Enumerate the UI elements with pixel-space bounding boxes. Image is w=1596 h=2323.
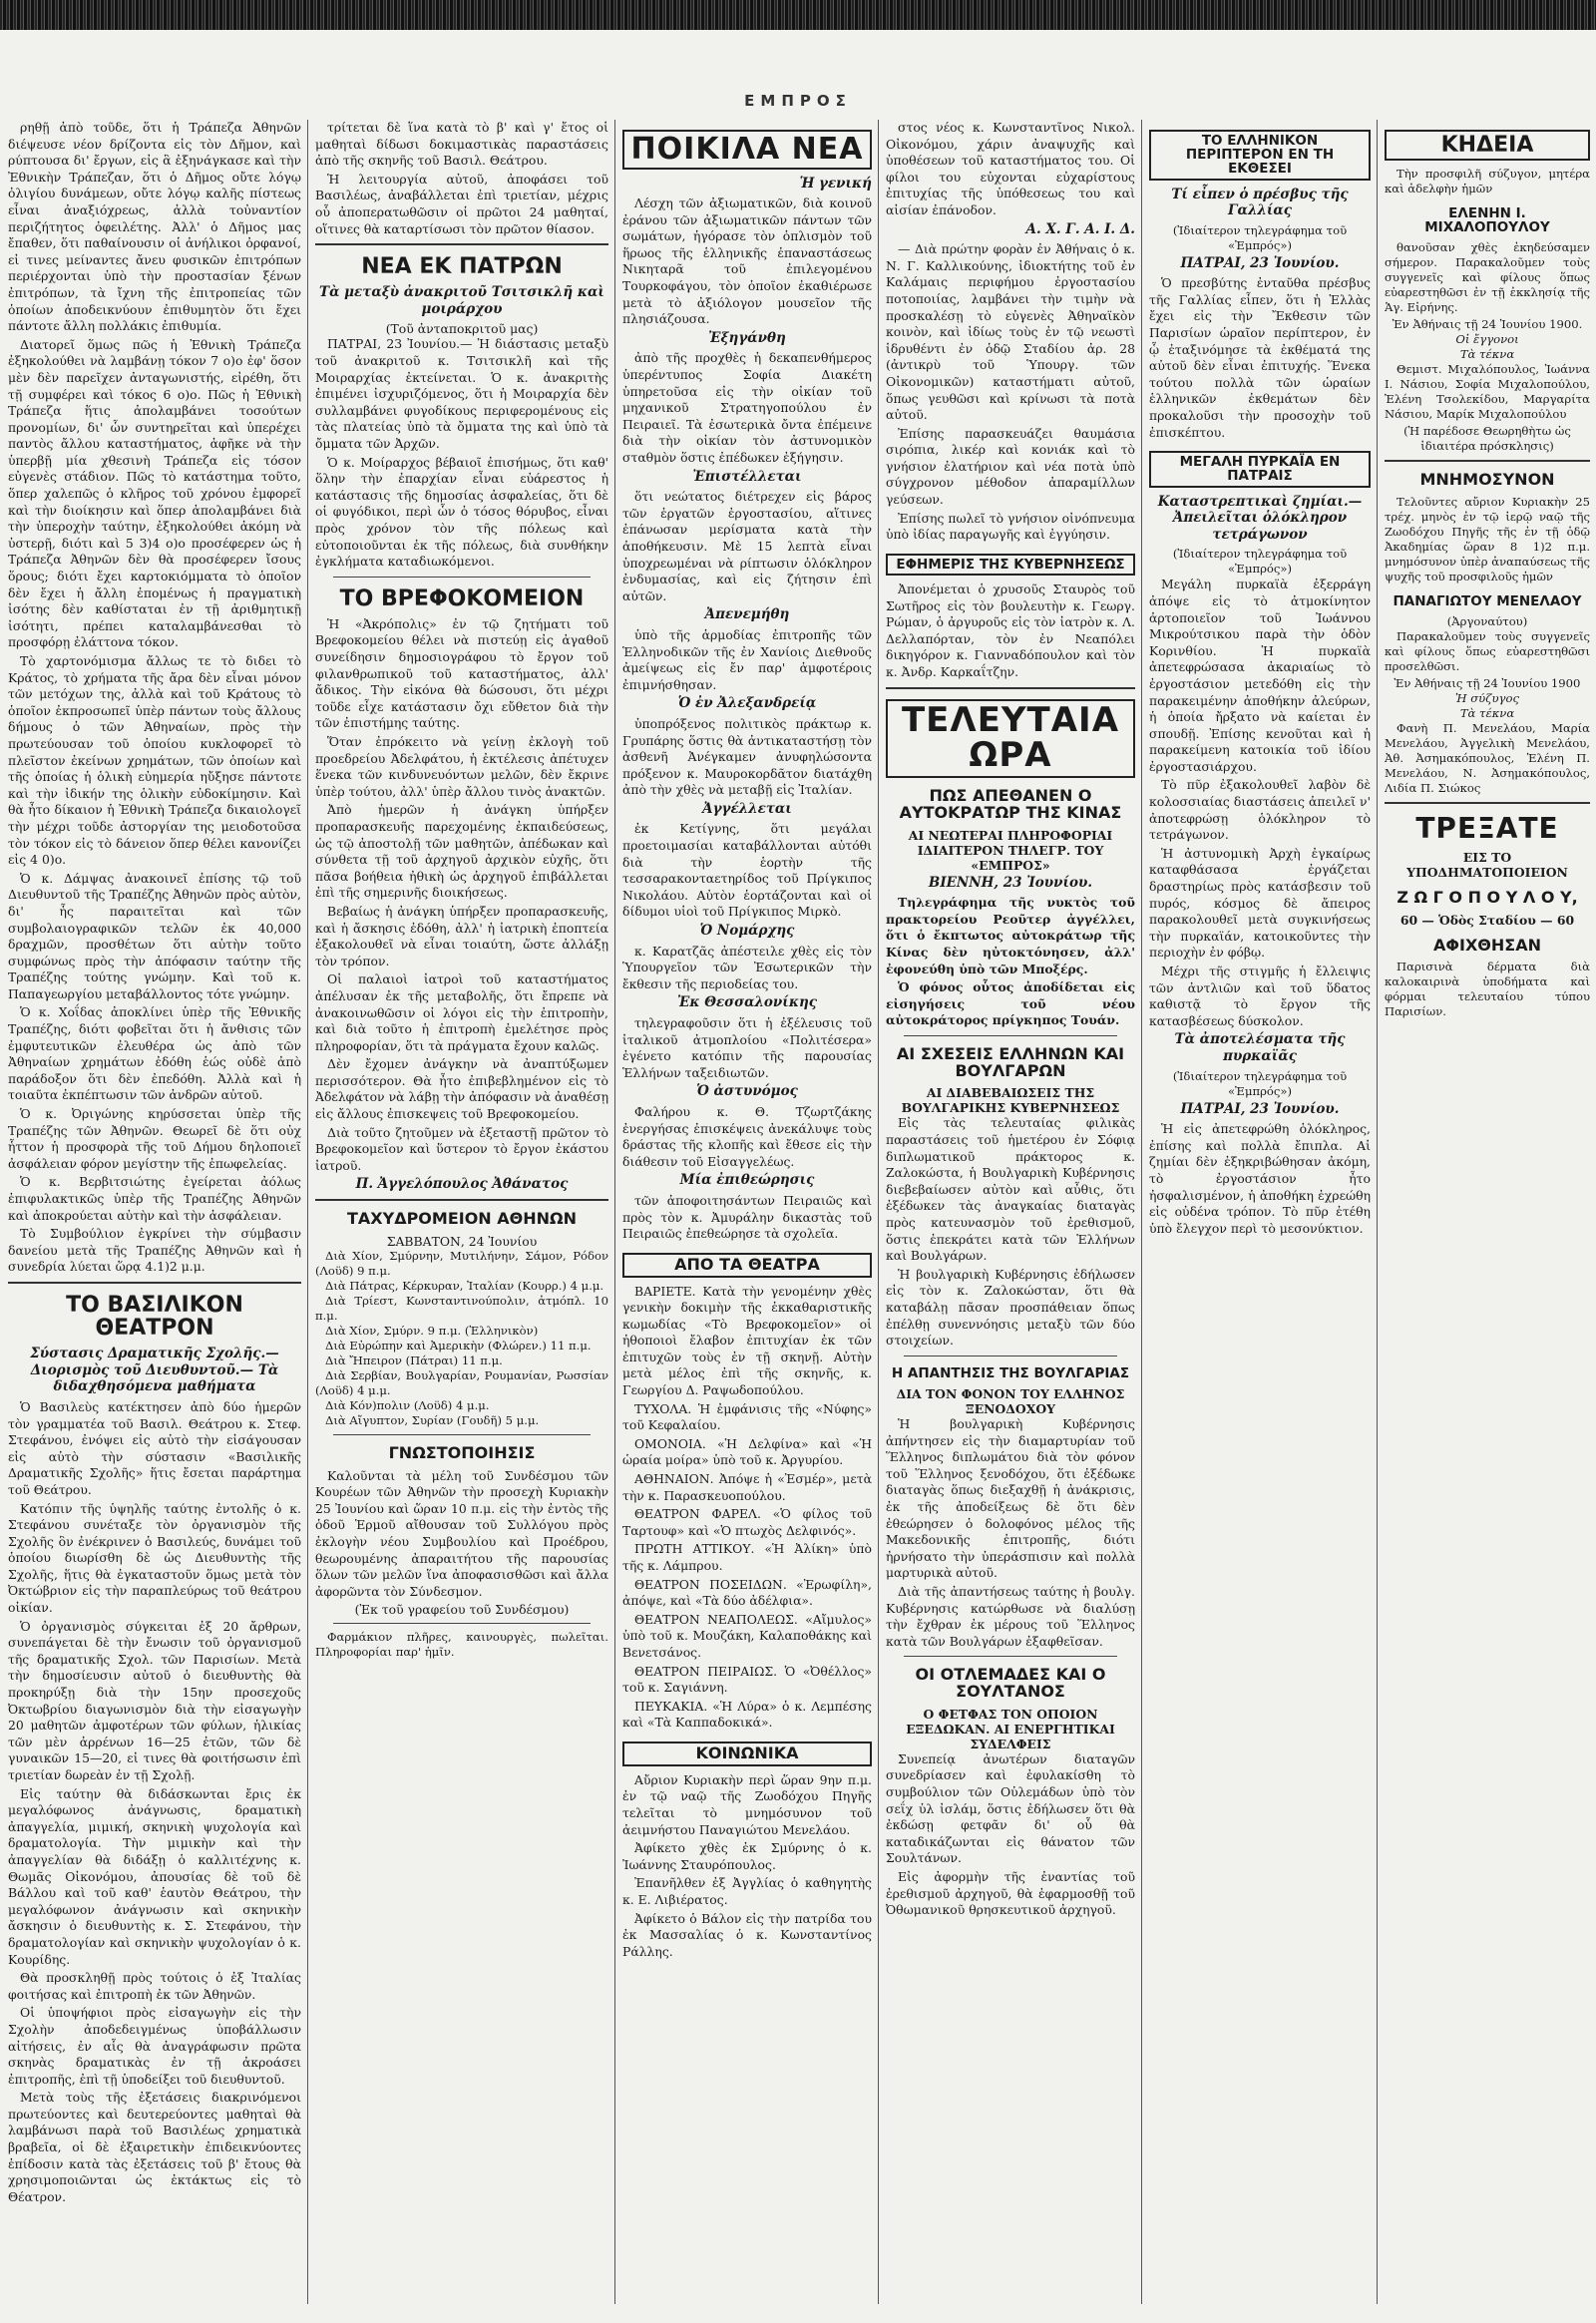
- section-headline: ΤΟ ΒΑΣΙΛΙΚΟΝ ΘΕΑΤΡΟΝ: [66, 1292, 243, 1342]
- article-paragraph: τῶν ἀποφοιτησάντων Πειραιῶς καὶ πρὸς τὸν κ. Ἀμυράλην δικαστὰς τοῦ Πειραιῶς ἐπεθεώρησε τὰ σχολεῖα.: [622, 1192, 872, 1242]
- section-subheadline: Σύστασις Δραματικῆς Σχολῆς.— Διορισμὸς τοῦ Διευθυντοῦ.— Τὰ διδαχθησόμενα μαθήματα: [30, 1346, 279, 1395]
- section-divider: [333, 1623, 591, 1624]
- article-signature: Α. Χ. Γ. Α. Ι. Δ.: [1025, 220, 1135, 237]
- article-paragraph: ΘΕΑΤΡΟΝ ΠΕΙΡΑΙΩΣ. Ὁ «Ὀθέλλος» τοῦ κ. Σαγιάννη.: [622, 1663, 872, 1696]
- notice-note: (Ἡ παρέδοσε Θεωρηθὴτω ὡς ἰδιαιτέρα πρόσκλησις): [1403, 424, 1571, 454]
- news-lead: Ἐπιστέλλεται: [692, 468, 802, 485]
- notice-relation: Οἱ ἔγγονοι: [1455, 332, 1519, 347]
- section-subheadline: Τὰ μεταξὺ ἀνακριτοῦ Τσιτσικλῆ καὶ μοιράρχου: [319, 284, 604, 317]
- article-paragraph: Ἀπονέμεται ὁ χρυσοῦς Σταυρὸς τοῦ Σωτῆρος εἰς τὸν βουλευτὴν κ. Γεωργ. Ρώμαν, ὁ ἀργυροῦς εἰς τὸν ἰατρὸν κ. Λ. Δελλαπόρταν, τὸν ἐν Νεαπόλει δικηγόρον κ. Γιανναδόπουλον καὶ τὸν κ. Ἀνδρ. Καρκαΐτζην.: [886, 581, 1135, 679]
- article-paragraph: Ὁ ὀργανισμὸς σύγκειται ἐξ 20 ἄρθρων, συνεπάγεται δὲ τὴν ἔνωσιν τοῦ ὀργανισμοῦ τῆς δραματικῆς Σχολ. τῶν Παρισίων. Μετὰ τὴν δημοσίευσιν αὐτοῦ ὁ διευθυντὴς θὰ προκηρύξῃ διὰ τὴν 15ην προσεχοῦς Ὀκτωβρίου διαγωνισμὸν διὰ τὴν εἰσαγωγὴν 20 μαθητῶν ἀμφοτέρων τῶν φύλων, ἡλικίας τῶν μὲν ἀρρένων 16—25 ἐτῶν, τῶν δὲ γυναικῶν 15—20, εἰ τινες θὰ φοιτήσωσιν ἐπὶ τριετίαν δωρεὰν ἐν τῇ Σχολῇ.: [8, 1618, 301, 1782]
- notice-relation: Τὰ τέκνα: [1459, 347, 1515, 362]
- section-headline: ΑΙ ΣΧΕΣΕΙΣ ΕΛΛΗΝΩΝ ΚΑΙ ΒΟΥΛΓΑΡΩΝ: [896, 1043, 1125, 1080]
- news-lead: Ὁ ἀστυνόμος: [696, 1083, 798, 1100]
- article-paragraph: Ὁ κ. Χοΐδας ἀποκλίνει ὑπὲρ τῆς Ἐθνικῆς Τραπέζης, διότι φοβεῖται ὅτι ἡ ἄνθισις τῶν ἐμφυτευτικῶν ἐλευθέρα ὡς ἀπὸ τῶν Ἀθηναίων χρημάτων ἐδόθη ἑώς οὐδὲ ἀπὸ παράδοξον ὅτι δὲν ἐπεδόθη. Ἀλλὰ καὶ ἡ τοιαῦτα ἐκπέπτωσιν τῶν ἀνδρῶν αὐτοῦ.: [8, 1004, 301, 1103]
- article-paragraph: κ. Καρατζᾶς ἀπέστειλε χθὲς εἰς τὸν Ὑπουργεῖον τῶν Ἐσωτερικῶν τὴν ἔκθεσιν τῆς περιοδείας του.: [622, 943, 872, 991]
- classified-ad: Φαρμάκιον πλῆρες, καινουργὲς, πωλεῖται. Πληροφορίαι παρ' ἡμῖν.: [315, 1630, 608, 1660]
- news-lead: Ἀπενεμήθη: [704, 606, 790, 623]
- post-schedule-line: Διὰ Ἤπειρον (Πάτραι) 11 π.μ.: [325, 1353, 503, 1367]
- notice-mourners: Θεμιστ. Μιχαλόπουλος, Ἰωάννα Ι. Νάσιου, Σοφία Μιχαλοπούλου, Ἐλένη Τσολεκίδου, Μαργαρίτα Νάσιου, Μαρίκ Μιχαλοπούλου: [1385, 362, 1590, 422]
- article-paragraph: Ἡ ἀστυνομικὴ Ἀρχὴ ἐγκαίρως καταφθάσασα ἐργάζεται δραστηρίως πρὸς κατάσβεσιν τοῦ πυρός, κόσμος δὲ ἄπειρος παρακολουθεῖ μετὰ συγκινήσεως τὴν πυρκαϊάν, κατοικοῦντες τὴν περιοχὴν ἐν φόβῳ.: [1149, 845, 1371, 961]
- section-divider: [904, 1656, 1117, 1657]
- article-paragraph: Εἰς ἀφορμὴν τῆς ἐναντίας τοῦ ἐρεθισμοῦ ἀρχηγοῦ, θὰ ἐφαρμοσθῇ τοῦ Ὀθωμανικοῦ θρησκευτικοῦ ἀρχηγοῦ.: [886, 1869, 1135, 1918]
- news-lead: Μία ἐπιθεώρησις: [679, 1172, 815, 1189]
- article-paragraph: Τὸ χαρτονόμισμα ἄλλως τε τὸ διδει τὸ Κράτος, τὸ χρήματα τῆς ἄρα δὲν εἶναι μόνον τῶν μετόχων της, ἀλλὰ καὶ τοῦ Κράτους τὸ ὁποῖον ἐκπροσωπεῖ ὑπὲρ πάντων τοὺς ἄλλους δήμους ὁ τῶν Ἀθηναίων, πρὸς τὴν πρωτεύουσαν τοῦ ὁποίου κυκλοφορεῖ τὸ πλεῖστον ἐκείνων χρημάτων, τῶν ὁποίων καὶ τῆς ὁποίας ἡ ὁλικὴ εὐημερία ηὔξησε πάντοτε καὶ τὴν ἰδικήν της ὁλικὴν εὐδοκίμησιν. Καὶ θὰ ἦτο δίκαιον ἡ Ἐθνικὴ Τράπεζα δικαιολογεῖ τὴν μέχρι τοῦδε ἀστοργίαν της μειοδοτοῦσα τὸν τόκον εἰς τὸ δάνειον ὅπερ θέλει κανονίζει εἰς 4 0)ο.: [8, 653, 301, 868]
- article-paragraph: Εἰς τὰς τελευταίας φιλικὰς παραστάσεις τοῦ ἡμετέρου ἐν Σόφιᾳ διπλωματικοῦ πράκτορος κ. Ζαλοκώστα, ἡ Βουλγαρικὴ Κυβέρνησις διεβεβαίωσεν αὐτὸν καὶ αὖθις, ὅτι ἐξέδωκεν τὰς ἀναγκαίας διαταγὰς πρὸς κατευνασμὸν τοῦ ἐρεθισμοῦ, ὅστις ἐπεκράτει κατὰ τῶν Ἑλλήνων καὶ Βουλγάρων.: [886, 1115, 1135, 1264]
- column-2: [315, 120, 608, 2304]
- notice-paragraph: Παρακαλοῦμεν τοὺς συγγενεῖς καὶ φίλους ὅπως εὐαρεστηθῶσι προσελθῶσι.: [1385, 629, 1590, 674]
- article-paragraph: Θὰ προσκληθῇ πρὸς τούτοις ὁ ἐξ Ἰταλίας φοιτήσας καὶ ἐπιτροπὴ ἐκ τῶν Ἀθηνῶν.: [8, 1970, 301, 2002]
- article-paragraph: Εἰς ταύτην θὰ διδάσκωνται ἔρις ἐκ μεγαλόφωνος ἀνάγνωσις, δραματικὴ ἀπαγγελία, μιμική, σκηνικὴ ψυχολογία καὶ δραματολογία. Τὴν μιμικὴν καὶ τὴν ἀπαγγελίαν θὰ διδάξῃ ὁ καλλιτέχνης κ. Θωμᾶς Οἰκονόμου, ἀπουσίας δὲ τοῦ δὲ Βάλλου καὶ τοῦ καθ' ἑαυτὸν Θεάτρου, τὴν μεγαλόφωνον ἀνάγνωσιν καὶ σκηνικὴν ἄσκησιν ὁ διευθυντὴς κ. Σ. Στεφάνου, τὴν δραματολογίαν καὶ σκηνικὴν ψυχολογίαν ὁ κ. Κουρίδης.: [8, 1785, 301, 1967]
- section-divider: [886, 687, 1135, 689]
- article-paragraph: Ὁ κ. Μοίραρχος βέβαιοῖ ἐπισήμως, ὅτι καθ' ὅλην τὴν ἐπαρχίαν εἶναι εὐάρεστος ἡ κατάστασις τῆς δημοσίας ἀσφαλείας, ὅτι δὲ οἱ φυγόδικοι, περὶ ὧν ὁ τόσος θόρυβος, εἶναι πρὸς χρόνον τὸν τῆς πόλεως καὶ εὐτοποιοῦνται ἐκ τῆς πόλεως, διὰ συνθήκην ἐγκλήματα καταδιωκόμενοι.: [315, 454, 608, 570]
- post-schedule-line: Διὰ Χίον, Σμύρν. 9 π.μ. (Ἑλληνικὸν): [325, 1323, 539, 1338]
- article-paragraph: Ἡ βουλγαρικὴ Κυβέρνησις ἐδήλωσεν εἰς τὸν κ. Ζαλοκώσταν, ὅτι θὰ καταβάλῃ πᾶσαν προσπάθειαν ὅπως ἐπέλθῃ συνεννόησις μεταξὺ τῶν δύο στοιχείων.: [886, 1266, 1135, 1349]
- section-headline: ΤΟ ΒΡΕΦΟΚΟΜΕΙΟΝ: [339, 585, 585, 611]
- section-subheadline: Τὰ ἀποτελέσματα τῆς πυρκαϊᾶς: [1174, 1031, 1346, 1064]
- article-paragraph: ρηθῇ ἀπὸ τοῦδε, ὅτι ἡ Τράπεζα Ἀθηνῶν διέψευσε νέον δρίζοντα εἰς τὸν Δῆμον, καὶ ρύπτουσα δι' ἔργων, εἰς ἃ ἐξηνάγκασε καὶ τὴν Ἐθνικὴν Τράπεζαν, ὅτι ὁ Δῆμος οὔτε λόγῳ ὀλιγίου δυνάμεων, οὔτε λόγῳ καλῆς πίστεως εἶναι ἀναξιόχρεως, ἀλλὰ τοὐναντίον περιζήτητος ὀφειλέτης. Ἀλλ' ὁ Δῆμος μας ἔπαθεν, ὅτι παθαίνουσιν οἱ ἀνήλικοι ὀρφανοί, εἰ τινες μείναντες ἄνευ φυσικῶν ἐπιτρόπων περιέρχονται ὑπὸ τὴν προστασίαν ξένων ἐπιτρόπων, τὰ ἴχνη τῆς ἐπιτροπείας τῶν ὁποίων ἀποδεικνύουν ἐπιθυμητὸν ὅτι ἔχει πάντοτε ἄλλη πολλάκις ἐπιθυμία.: [8, 120, 301, 334]
- article-paragraph: Μετὰ τοὺς τῆς ἐξετάσεις διακρινόμενοι πρωτεύοντες καὶ δευτερεύοντες μαθηταὶ θὰ λαμβάνωσι παρὰ τοῦ Βασιλέως χρηματικὰ βραβεῖα, οἱ δὲ ἐξαιρετικὴν ἐπιδεικνύοντες ἐπίδοσιν κατὰ τὰς ἐξετάσεις τοῦ β' ἔτους θὰ χρησιμοποιῶνται ὡς ἐκτάκτως εἰς τὸ Θέατρον.: [8, 2090, 301, 2204]
- dateline: ΒΙΕΝΝΗ, 23 Ἰουνίου.: [928, 874, 1093, 891]
- article-paragraph: Ὁ κ. Ὀριγώνης κηρύσσεται ὑπὲρ τῆς Τραπέζης τῶν Ἀθηνῶν. Θεωρεῖ δὲ ὅτι οὐχ ἧττον ἡ προσφορὰ τῆς τοῦ Δήμου δηλοποιεῖ ἀσφάλειαν φόρον μεγίστην τῆς ἐπωφελείας.: [8, 1106, 301, 1171]
- section-subheadline: Τί εἶπεν ὁ πρέσβυς τῆς Γαλλίας: [1171, 186, 1349, 219]
- column-4: [886, 120, 1135, 2304]
- article-paragraph: Ἀφίκετο χθὲς ἐκ Σμύρνης ὁ κ. Ἰωάννης Σταυρόπουλος.: [622, 1840, 872, 1872]
- section-divider: [1385, 802, 1590, 804]
- notice-mourners: Φανὴ Π. Μενελάου, Μαρία Μενελάου, Ἀγγελικὴ Μενελάου, Ἀθ. Ἀσημακόπουλος, Ἑλένη Π. Μενελάου, Ν. Ἀσημακόπουλος, Λιδία Π. Σιώκος: [1385, 721, 1590, 796]
- article-paragraph: ΠΡΩΤΗ ΑΤΤΙΚΟΥ. «Ἡ Ἀλίκη» ὑπὸ τῆς κ. Λάμπρου.: [622, 1541, 872, 1574]
- article-paragraph: Μεγάλη πυρκαϊὰ ἐξερράγη ἀπόψε εἰς τὸ ἀτμοκίνητον ἀρτοποιεῖον τοῦ Ἰωάννου Μικρούτσικου παρὰ τὴν ὁδὸν Κορινθίου. Ἡ πυρκαϊὰ ἀπετεφρώσασα ἀκαριαίως τὸ ἐργοστάσιον μετεδόθη εἰς τὴν παρακειμένην ἀποθήκην ἀλεύρων, ἡ ὁποία ἤρξατο νὰ καίεται ἐν σπουδῇ. Ἐπίσης κενοῦται καὶ ἡ παρακείμενη κατοικία τοῦ ἰδίου ἐργοστασιάρχου.: [1149, 577, 1371, 774]
- section-subheadline: ΔΙΑ ΤΟΝ ΦΟΝΟΝ ΤΟΥ ΕΛΛΗΝΟΣ ΞΕΝΟΔΟΧΟΥ: [896, 1385, 1125, 1416]
- advert-address: 60 — Ὁδὸς Σταδίου — 60: [1399, 912, 1575, 928]
- article-paragraph: Συνεπείᾳ ἀνωτέρων διαταγῶν συνεδρίασεν καὶ ἐφυλακίσθη τὸ συμβούλιον τῶν Οὐλεμάδων ὑπὸ τὸν σεΐχ ὑλ ἰσλάμ, ὅστις ἐδήλωσεν ὅτι θὰ ἐκδώσῃ φετφᾶν δι' οὗ θὰ καταδικάζωνται εἰς θάνατον τῶν Σουλτάνων.: [886, 1750, 1135, 1866]
- article-paragraph: ὅτι νεώτατος διέτρεχεν εἰς βάρος τῶν ἐργατῶν ἐργοστασίου, αἵτινες ἐπάνωσαν μερίσματα κατὰ τὴν ἀποθήκευσιν. Μὲ 15 λεπτὰ εἶναι ὑποχρεωμέναι νὰ ρίπτωσιν ὁλόκληρον ἐνδυμασίας, καὶ εἰς ζήτησιν ἐπὶ αὐτῶν.: [622, 489, 872, 603]
- post-date: ΣΑΒΒΑΤΟΝ, 24 Ἰουνίου: [386, 1233, 538, 1249]
- advert-shop-name: Ζ Ω Γ Ο Π Ο Υ Λ Ο Υ,: [1396, 887, 1578, 907]
- section-divider: [333, 577, 591, 578]
- post-schedule-line: Διὰ Πάτρας, Κέρκυραν, Ἰταλίαν (Κουρρ.) 4 μ.μ.: [325, 1278, 604, 1293]
- article-paragraph: Βεβαίως ἡ ἀνάγκη ὑπήρξεν προπαρασκευῆς, καὶ ἡ ἄσκησις ἐδόθη, ἀλλ' ἡ ἰατρικὴ ἐποπτεία ἐξακολουθεῖ νὰ εἶναι τοιαύτη, ὥστε ἀλλάξῃ τὸν τρόπον.: [315, 903, 608, 968]
- section-divider: [904, 1035, 1117, 1036]
- article-paragraph: — Διὰ πρώτην φορὰν ἐν Ἀθήναις ὁ κ. Ν. Γ. Καλλικούνης, ἰδιοκτήτης τοῦ ἐν Καλάμαις περιφήμου ἐργοστασίου ποτοποιίας, λαμβάνει τὴν τιμὴν νὰ προσκαλέσῃ τὸ εὐγενὲς Ἀθηναϊκὸν κοινὸν, καὶ ἰδίως τοὺς ἐν τῷ νεωστὶ ἱδρυθέντι ἐν ὁδῷ Σταδίου ἀρ. 28 (ἀντικρὺ τοῦ Ὑπουργ. τῶν Οἰκονομικῶν) καταστήματι αὐτοῦ, ὅπως γευθῶσι καὶ κρίνωσι τὰ ποτὰ αὐτοῦ.: [886, 241, 1135, 423]
- top-scan-band: [0, 0, 1596, 30]
- column-rule: [1377, 120, 1378, 2304]
- news-lead: Ἡ γενική: [799, 175, 872, 192]
- notice-place-date: Ἐν Ἀθήναις τῇ 24 Ἰουνίου 1900.: [1392, 317, 1583, 332]
- article-paragraph: Καλοῦνται τὰ μέλη τοῦ Συνδέσμου τῶν Κουρέων τῶν Ἀθηνῶν τὴν προσεχὴ Κυριακὴν 25 Ἰουνίου καὶ ὥραν 10 π.μ. εἰς τὴν ἐντὸς τῆς ὁδοῦ Ἑρμοῦ αἴθουσαν τοῦ Συλλόγου πρὸς ἐκλογὴν νέου Συμβουλίου καὶ Προέδρου, θεωρουμένης ἀπαραιτήτου τῆς παρουσίας ὅλων τῶν μελῶν ἵνα ἀποφασισθῶσι καὶ ἄλλα ἀφορῶντα τὸν Σύνδεσμον.: [315, 1467, 608, 1599]
- article-paragraph: ΘΕΑΤΡΟΝ ΝΕΑΠΟΛΕΩΣ. «Αἴμυλος» ὑπὸ τοῦ κ. Μουζάκη, Καλαποθάκης καὶ Βενετσάνος.: [622, 1611, 872, 1660]
- article-paragraph: Ἡ βουλγαρικὴ Κυβέρνησις ἀπήντησεν εἰς τὴν διαμαρτυρίαν τοῦ Ἕλληνος διπλωμάτου διὰ τὸν φόνον τοῦ Ἕλληνος ξενοδόχου, ὅτι ἐξέδωκε διαταγὰς ὅπως διεξαχθῇ ἡ ἀνάκρισις, ἐκ τῆς ἀποδείξεως δὲ ὅτι δὲν ἐθεώρησεν ὁ δολοφόνος μέλος τῆς Μακεδονικῆς ἐπιτροπῆς, διότι ἠρνήσατο τὴν ὑπεράσπισιν καὶ πολλὰ μαρτυρικὰ αὐτοῦ.: [886, 1415, 1135, 1581]
- section-subheadline: ΑΙ ΔΙΑΒΕΒΑΙΩΣΕΙΣ ΤΗΣ ΒΟΥΛΓΑΡΙΚΗΣ ΚΥΒΕΡΝΗΣΕΩΣ: [901, 1085, 1120, 1116]
- notice-place-date: Ἐν Ἀθήναις τῇ 24 Ἰουνίου 1900: [1394, 676, 1581, 691]
- masthead-title: ΕΜΠΡΟΣ: [744, 92, 852, 110]
- section-headline: ΠΩΣ ΑΠΕΘΑΝΕΝ Ο ΑΥΤΟΚΡΑΤΩΡ ΤΗΣ ΚΙΝΑΣ: [899, 785, 1122, 822]
- article-paragraph: τρίτεται δὲ ἵνα κατὰ τὸ β' καὶ γ' ἔτος οἱ μαθηταὶ δίδωσι δοκιμαστικὰς παραστάσεις ἀπὸ τῆς σκηνῆς τοῦ Βασιλ. Θεάτρου.: [315, 120, 608, 169]
- post-schedule-line: Διὰ Εὐρώπην καὶ Ἀμερικὴν (Φλώρεν.) 11 π.μ.: [325, 1338, 592, 1353]
- column-6: [1385, 120, 1590, 2304]
- article-paragraph: Φαλήρου κ. Θ. Τζωρτζάκης ἐνεργήσας ἐπισκέψεις ἀνεκάλυψε τοὺς δράστας τῆς κλοπῆς καὶ ἔθεσε εἰς τὴν διάθεσιν τοῦ Εἰσαγγελέως.: [622, 1103, 872, 1169]
- section-headline: ΜΝΗΜΟΣΥΝΟΝ: [1419, 470, 1555, 490]
- section-headline: ΟΙ ΟΤΛΕΜΑΔΕΣ ΚΑΙ Ο ΣΟΥΛΤΑΝΟΣ: [915, 1665, 1106, 1702]
- article-paragraph: ΒΑΡΙΕΤΕ. Κατὰ τὴν γενομένην χθὲς γενικὴν δοκιμὴν τῆς ἐκκαθαριστικῆς κωμωδίας «Τὸ Βρεφοκομεῖον» οἱ ἠθοποιοὶ ἔλαβον ἐπιτυχίαν ἐκ τῶν ἐπιτυχῶν τοὺς ἐν τῇ σκηνῇ. Αὐτὴν μετὰ μέλος ἐπὶ τῆς σκηνῆς, κ. Γεωργίου Δ. Ραψωδοπούλου.: [622, 1283, 872, 1398]
- section-subheadline: Ο ΦΕΤΦΑΣ ΤΟΝ ΟΠΟΙΟΝ ΕΞΕΔΩΚΑΝ. ΑΙ ΕΝΕΡΓΗΤΙΚΑΙ ΣΥΔΕΛΦΕΙΣ: [906, 1706, 1115, 1751]
- post-schedule-line: Διὰ Τρίεστ, Κωνσταντινούπολιν, ἀτμόπλ. 10 π.μ.: [315, 1293, 608, 1323]
- article-paragraph: Ὁ Βασιλεὺς κατέκτησεν ἀπὸ δύο ἡμερῶν τὸν γραμματέα τοῦ Βασιλ. Θεάτρου κ. Στεφ. Στεφάνου, ἐνόψει εἰς αὐτὸ τὴν εἰσάγουσαν εἰς αὐτὸ τὴν σύστασιν «Βασιλικῆς Δραματικῆς Σχολῆς» ἥτις ἔσεται παράρτημα τοῦ Θεάτρου.: [8, 1398, 301, 1497]
- article-paragraph: Τὸ πῦρ ἐξακολουθεῖ λαβὸν δὲ κολοσσιαίας διαστάσεις ἀπειλεῖ ν' ἀποτεφρώσῃ ὁλόκληρον τὸ τετράγωνον.: [1149, 777, 1371, 843]
- column-rule: [307, 120, 308, 2304]
- column-1: [8, 120, 301, 2304]
- column-rule: [878, 120, 879, 2304]
- section-divider: [315, 243, 608, 245]
- advert-headline: ΤΡΕΞΑΤΕ: [1415, 812, 1559, 846]
- column-3: [622, 120, 872, 2304]
- article-paragraph: ΘΕΑΤΡΟΝ ΦΑΡΕΛ. «Ὁ φίλος τοῦ Ταρτουφ» καὶ «Ὁ πτωχὸς Δελφινός».: [622, 1506, 872, 1538]
- section-subheadline: ΙΔΙΑΙΤΕΡΟΝ ΤΗΛΕΓΡ. ΤΟΥ «ΕΜΠΡΟΣ»: [917, 842, 1104, 873]
- notice-paragraph: θανοῦσαν χθὲς ἐκηδεύσαμεν σήμερον. Παρακαλοῦμεν τοὺς συγγενεῖς καὶ φίλους ὅπως εὐαρεστηθῶσι ἐν τῇ ἐκκλησίᾳ τῆς Ἁγ. Εἰρήνης.: [1385, 240, 1590, 315]
- section-headline: ΝΕΑ ΕΚ ΠΑΤΡΩΝ: [361, 254, 563, 280]
- byline: (Ἰδιαίτερον τηλεγράφημα τοῦ «Ἐμπρός»): [1172, 547, 1348, 577]
- deceased-epithet: (Ἀργοναύτου): [1446, 614, 1528, 629]
- section-headline: ΓΝΩΣΤΟΠΟΙΗΣΙΣ: [388, 1442, 536, 1462]
- article-paragraph: ὑποπρόξενος πολιτικὸς πράκτωρ κ. Γρυπάρης ὅστις θὰ ἀντικαταστήσῃ τὸν ἀσθενῆ Ἀνέγκαμεν ἀνυφηλώσοντα πρόξενον κ. Μαυροκορδᾶτον διατάχθη ἀπὸ τὴν χθὲς νὰ μεταβῇ εἰς Ἰταλίαν.: [622, 715, 872, 798]
- article-paragraph: Ὁ φόνος οὗτος ἀποδίδεται εἰς εἰσηγήσεις τοῦ νέου αὐτοκράτορος πρίγκηπος Τουάν.: [886, 979, 1135, 1028]
- byline: (Ἰδιαίτερον τηλεγράφημα τοῦ «Ἐμπρός»): [1172, 222, 1348, 252]
- news-lead: Ἐκ Θεσσαλονίκης: [677, 994, 817, 1011]
- article-paragraph: ΠΑΤΡΑΙ, 23 Ἰουνίου.— Ἡ διάστασις μεταξὺ τοῦ ἀνακριτοῦ κ. Τσιτσικλῆ καὶ τῆς Μοιραρχίας ἐκτείνεται. Ὁ κ. ἀνακριτὴς ἐπιμένει ἰσχυριζόμενος, ὅτι ἡ Μοιραρχία δὲν συλλαμβάνει φυγοδίκους περιφερομένους εἰς τὰς πλατείας ὑπὸ τὰ ὄμματα της καὶ ὑπὸ τὰ ὄμματα τῶν Ἀρχῶν.: [315, 336, 608, 451]
- byline: (Τοῦ ἀνταποκριτοῦ μας): [385, 321, 539, 337]
- article-paragraph: Διατορεῖ ὅμως πῶς ἡ Ἐθνικὴ Τράπεζα ἐξηκολούθει νὰ λαμβάνῃ τόκον 7 ο)ο ἐφ' ὅσον μὲν δὲν παρεῖχεν ἀνταγωνιστής, εἰρέθη, ὅτι τῇ συμφέρει καὶ τόκος 6 ο)ο. Πῶς ἡ Ἐθνικὴ Τράπεζα ἥτις ἀπολαμβάνει τοσούτων προνομίων, δι' ὧν συντηρεῖται καὶ ὑπερέχει παντὸς ἄλλου καταστήματος, ἀφῆκε νὰ τὴν ὑπερβῇ μία χθεσινὴ Τράπεζα εἰς τόσον εὐγενὲς στάδιον. Πῶς τὸ κατάστημα τοῦτο, ὅπερ χαλεπῶς ὁ κλῆρος τοῦ χρόνου ἐμφορεῖ καὶ τὴν διοίκησιν καὶ ὅπερ ἀπολαμβάνει διὰ τὴν ὑπεροχὴν ταύτην, ἐξηκολούθει ἀκόμη νὰ ὑστερῇ, διότι καὶ 5 3)4 ο)ο προσέφερεν ὡς ἡ Τράπεζα Ἀθηνῶν δὲν θὰ προσέφερεν ἴσους ὅρους; διότι ἔχει καρτοκιόμματα τὸ ὁποῖον δὲν ἔχει ἡ ἄλλη ἐπομένως ἡ πραγματικὴ ἰσότης δὲν καθίσταται ἐν τῇ ἀριθμητικῇ ἰσότητι, πρέπει καταλαμβάνεσθαι τὸ προσφόρῃ ἐλάττονα τόκον.: [8, 336, 301, 650]
- article-paragraph: Ἡ λειτουργία αὐτοῦ, ἀποφάσει τοῦ Βασιλέως, ἀναβάλλεται ἐπὶ τριετίαν, μέχρις οὗ ἀποπερατωθῶσιν οἱ πρῶτοι 24 μαθηταί, οἵτινες θὰ καταρτίσωσι τὸν πρῶτον θίασον.: [315, 171, 608, 236]
- news-lead: Ὁ ἐν Ἀλεξανδρείᾳ: [677, 695, 817, 712]
- section-divider: [333, 1434, 591, 1435]
- notice-paragraph: Τὴν προσφιλῆ σύζυγον, μητέρα καὶ ἀδελφὴν ἡμῶν: [1385, 167, 1590, 196]
- dateline: ΠΑΤΡΑΙ, 23 Ἰουνίου.: [1180, 254, 1340, 271]
- article-paragraph: Κατόπιν τῆς ὑψηλῆς ταύτης ἐντολῆς ὁ κ. Στεφάνου συνέταξε τὸν ὀργανισμὸν τῆς Σχολῆς ὃν ἐνέκρινεν ὁ Βασιλεύς, δυνάμει τοῦ ὁποίου διωρίσθη δὲ ὡς Διευθυντὴς τῆς Σχολῆς, ἥτις θὰ ἐγκαταστοῦν ὅμως μετὰ τὸν Ὀκτώβριον εἰς τὴν παραπλεύρως τοῦ θεάτρου οἰκίαν.: [8, 1500, 301, 1616]
- article-paragraph: Διὰ τῆς ἀπαντήσεως ταύτης ἡ βουλγ. Κυβέρνησις κατώρθωσε νὰ διαλύσῃ τὴν ἔχθραν ἐκ μέρους τοῦ Ἕλληνος κατὰ τῶν Βουλγάρων ἐξαφθεῖσαν.: [886, 1583, 1135, 1649]
- post-schedule-line: Διὰ Χίον, Σμύρνην, Μυτιλήνην, Σάμον, Ρόδον (Λοϋδ) 9 π.μ.: [315, 1248, 608, 1278]
- article-paragraph: στος νέος κ. Κωνσταντῖνος Νικολ. Οἰκονόμου, χάριν ἀναψυχῆς καὶ ὑποθέσεων τοῦ καταστήματος του. Οἱ φίλοι του εὐχονται εὐχαρίστους ἐπιτυχίας τῆς ὑπόθεσεως του καὶ αἰσίαν ἐπάνοδον.: [886, 120, 1135, 217]
- dateline: ΠΑΤΡΑΙ, 23 Ἰουνίου.: [1180, 1100, 1340, 1117]
- section-headline: ΚΟΙΝΩΝΙΚΑ: [622, 1742, 872, 1766]
- advert-text: Παρισινὰ δέρματα διὰ καλοκαιρινὰ ὑποδήματα καὶ φόρμαι τελευταίου τύπου Παρισίων.: [1385, 960, 1590, 1019]
- advert-headline: ΑΦΙΧΘΗΣΑΝ: [1433, 935, 1541, 955]
- article-paragraph: Ἡ εἰς ἀπετεφρώθη ὁλόκληρος, ἐπίσης καὶ πολλὰ ἔπιπλα. Αἱ ζημίαι δὲν ἐξηκριβώθησαν ἀκόμη, τὸ ἐργοστάσιον ἦτο ἠσφαλισμένον, ἡ ἀποθήκη ἐχρεώθη εἰς οὐδένα τρόπον. Τὸ πῦρ ἐτέθη ὑπὸ ἔλεγχον περὶ τὸ μεσονύκτιον.: [1149, 1121, 1371, 1236]
- article-paragraph: Ἡ «Ἀκρόπολις» ἐν τῷ ζητήματι τοῦ Βρεφοκομείου θέλει νὰ πιστεύῃ εἰς ἀγαθοῦ συνείδησιν δημοσιογράφου τὸ ἔργον τοῦ φιλανθρωπικοῦ τοῦ καταστήματος, ἀλλ' ἄδικος. Τὴν εἰκόνα θὰ δώσουσι, ὅτι μέχρι τοῦδε εἶχε κατάστασιν ὄχι εὔθετον διὰ τὴν τῶν ἐπιστήμης ταύτης.: [315, 615, 608, 731]
- article-paragraph: ΑΘΗΝΑΙΟΝ. Ἀπόψε ἡ «Ἐσμέρ», μετὰ τὴν κ. Παρασκευοπούλου.: [622, 1471, 872, 1503]
- article-paragraph: Ἀπὸ ἡμερῶν ἡ ἀνάγκη ὑπήρξεν προπαρασκευῆς παρεχομένης ἐκπαιδεύσεως, ὡς τῷ ἀποστολῇ τῶν μαθητῶν, ἀπέδωκαν καὶ σύνθετα τῇ τοῦ ἀρχηγοῦ ἀρχικὸν εὐχῆς, ὅτι πᾶσα βοήθεια ἠθικὴ ὡς ἀρχηγοῦ ἐπιβάλλεται ἐπὶ τῆς σημερινῆς διοικήσεως.: [315, 802, 608, 901]
- article-paragraph: Ὁ κ. Βερβιτσιώτης ἐγείρεται ἀόλως ἐπιφυλακτικῶς ὑπὲρ τῆς Τραπέζης Ἀθηνῶν καὶ ἀποκρούεται αὐτὴν καὶ τὴν ἀσφάλειαν.: [8, 1174, 301, 1223]
- article-paragraph: Τηλεγράφημα τῆς νυκτὸς τοῦ πρακτορείου Ρεοῦτερ ἀγγέλλει, ὅτι ὁ ἔκπτωτος αὐτοκράτωρ τῆς Κίνας δὲν ηὐτοκτόνησεν, ἀλλ' ἐφονεύθη ὑπὸ τῶν Μποξέρς.: [886, 895, 1135, 976]
- section-headline: ΕΦΗΜΕΡΙΣ ΤΗΣ ΚΥΒΕΡΝΗΣΕΩΣ: [886, 554, 1135, 576]
- post-schedule-line: Διὰ Σερβίαν, Βουλγαρίαν, Ρουμανίαν, Ρωσσίαν (Λοϋδ) 4 μ.μ.: [315, 1367, 608, 1397]
- notice-relation: Τὰ τέκνα: [1459, 706, 1515, 721]
- post-schedule: [315, 1249, 608, 1428]
- article-paragraph: ΟΜΟΝΟΙΑ. «Ἡ Δελφίνα» καὶ «Ἡ ὡραία μοίρα» ὑπὸ τοῦ κ. Ἀργυρίου.: [622, 1435, 872, 1468]
- article-signature: Π. Ἀγγελόπουλος Ἀθάνατος: [355, 1176, 569, 1193]
- article-paragraph: ἐκ Κετίγνης, ὅτι μεγάλαι προετοιμασίαι καταβάλλονται αὐτόθι διὰ τὴν ἑορτὴν τῆς τεσσαρακονταετηρίδος τοῦ Πρίγκιπος Νικολάου. Αὐτὸν ἑορτάζονται καὶ οἱ δίδυμοι υἱοὶ τοῦ Πρίγκιπος Μιρκὸ.: [622, 821, 872, 920]
- section-headline: ΠΟΙΚΙΛΑ ΝΕΑ: [622, 130, 872, 170]
- article-paragraph: Δὲν ἔχομεν ἀνάγκην νὰ ἀναπτύξωμεν περισσότερον. Θὰ ἦτο ἐπιβεβλημένον εἰς τὸ Ἀδελφάτον νὰ λάβῃ τὴν ἀπόφασιν νὰ ἀναθέσῃ εἰς ἄλλους ἐπισκεψεις τοῦ Βρεφοκομείου.: [315, 1056, 608, 1122]
- section-subheadline: Καταστρεπτικαὶ ζημίαι.— Ἀπειλεῖται ὁλόκληρον τετράγωνον: [1157, 493, 1363, 543]
- article-paragraph: Αὔριον Κυριακὴν περὶ ὥραν 9ην π.μ. ἐν τῷ ναῷ τῆς Ζωοδόχου Πηγῆς τελεῖται τὸ μνημόσυνον τοῦ ἀειμνήστου Παναγιώτου Μενελάου.: [622, 1771, 872, 1837]
- news-lead: Ἀγγέλλεται: [702, 800, 792, 817]
- article-paragraph: ΤΥΧΟΛΑ. Ἡ ἐμφάνισις τῆς «Νύφης» τοῦ Κεφαλαίου.: [622, 1400, 872, 1433]
- article-paragraph: Ὁ πρεσβύτης ἐνταῦθα πρέσβυς τῆς Γαλλίας εἶπεν, ὅτι ἡ Ἑλλὰς ἔχει εἰς τὴν Ἔκθεσιν τῶν Παρισίων ὡραῖον περίπτερον, ἐν ᾧ ἐταξινόμησε τὰ ἐκθέματά της αὐτοῦ δὲν εἶναι ἐπιτυχής. Ἕνεκα τούτου πολλὰ τῶν ὡραίων ἑλληνικῶν ἐκθεμάτων δὲν προκαλοῦσι τὴν προσοχὴν τοῦ ἐπισκέπτου.: [1149, 275, 1371, 440]
- section-headline: ΤΕΛΕΥΤΑΙΑ ΩΡΑ: [886, 699, 1135, 778]
- section-divider: [315, 1199, 608, 1201]
- advert-subheadline: ΕΙΣ ΤΟ ΥΠΟΔΗΜΑΤΟΠΟΙΕΙΟΝ: [1406, 849, 1568, 880]
- article-paragraph: ΘΕΑΤΡΟΝ ΠΟΣΕΙΔΩΝ. «Ἐρωφίλη», ἀπόψε, καὶ «Τὰ δύο ἀδέλφια».: [622, 1576, 872, 1609]
- news-lead: Ὁ Νομάρχης: [699, 923, 795, 940]
- section-headline: Η ΑΠΑΝΤΗΣΙΣ ΤΗΣ ΒΟΥΛΓΑΡΙΑΣ: [891, 1364, 1130, 1381]
- column-rule: [614, 120, 615, 2304]
- article-paragraph: Ἐπίσης πωλεῖ τὸ γνήσιον οἰνόπνευμα ὑπὸ ἰδίας παραγωγῆς καὶ ἐγγύησιν.: [886, 510, 1135, 543]
- notice-source: (Ἐκ τοῦ γραφείου τοῦ Συνδέσμου): [354, 1602, 570, 1618]
- article-paragraph: τηλεγραφοῦσιν ὅτι ἡ ἐξέλευσις τοῦ ἰταλικοῦ ἀτμοπλοίου «Πολιτέσερα» ἐγένετο κατόπιν τῆς παρουσίας Ἑλλήνων ταξειδιωτῶν.: [622, 1015, 872, 1080]
- deceased-name: ΠΑΝΑΓΙΩΤΟΥ ΜΕΝΕΛΑΟΥ: [1393, 593, 1582, 610]
- section-subheadline: ΑΙ ΝΕΩΤΕΡΑΙ ΠΛΗΡΟΦΟΡΙΑΙ: [908, 827, 1113, 843]
- deceased-name: ΕΛΕΝΗΝ Ι. ΜΙΧΑΛΟΠΟΥΛΟΥ: [1424, 205, 1550, 236]
- section-headline: ΚΗΔΕΙΑ: [1385, 130, 1590, 161]
- article-paragraph: Λέσχη τῶν ἀξιωματικῶν, διὰ κοινοῦ ἐράνου τῶν ἀξιωματικῶν πάντων τῶν σωμάτων, ἡγόρασε τὸν ὁπλισμὸν τοῦ ἥρωος τῆς ἑλληνικῆς ἐπαναστάσεως Νικηταρᾶ τοῦ ἐπιλεγομένου Τουρκοφάγου, τὸν ὁποῖον ἐκαθιέρωσε μετὰ τὸ ἀξιόλογον μουσεῖον τῆς πλησιάζουσα.: [622, 195, 872, 327]
- post-schedule-line: Διὰ Αἴγυπτον, Συρίαν (Γουδῆ) 5 μ.μ.: [325, 1412, 540, 1427]
- article-paragraph: Μέχρι τῆς στιγμῆς ἡ ἔλλειψις τῶν ἀντλιῶν καὶ τοῦ ὕδατος καθιστᾷ τὸ ἔργον τῆς κατασβέσεως δύσκολον.: [1149, 964, 1371, 1028]
- notice-paragraph: Τελοῦντες αὔριον Κυριακὴν 25 τρέχ. μηνὸς ἐν τῷ ἱερῷ ναῷ τῆς Ζωοδόχου Πηγῆς τῆς ἐν τῇ ὁδῷ Ἀκαδημίας ὥραν 8 1)2 π.μ. μνημόσυνον ὑπὲρ ἀναπαύσεως τῆς ψυχῆς τοῦ προσφιλοῦς ἡμῶν: [1385, 495, 1590, 584]
- article-paragraph: Τὸ Συμβούλιον ἐγκρίνει τὴν σύμβασιν δανείου μετὰ τῆς Τραπέζης Ἀθηνῶν καὶ ἡ συνεδρία λύεται ὥρᾳ 4.1)2 μ.μ.: [8, 1226, 301, 1275]
- article-paragraph: Ἐπανῆλθεν ἐξ Ἀγγλίας ὁ καθηγητὴς κ. Ε. Λιβιέρατος.: [622, 1875, 872, 1907]
- section-headline: ΤΟ ΕΛΛΗΝΙΚΟΝ ΠΕΡΙΠΤΕΡΟΝ ΕΝ ΤΗ ΕΚΘΕΣΕΙ: [1149, 130, 1371, 181]
- column-5: [1149, 120, 1371, 2304]
- article-paragraph: Οἱ παλαιοὶ ἰατροὶ τοῦ καταστήματος ἀπέλυσαν ἐκ τῆς μεταβολῆς, ὅτι ἔπρεπε νὰ ἀνακοινωθῶσιν οἱ λόγοι εἰς τὴν ἐπιτροπὴν, καὶ διὰ τοῦτο ἡ ἐπιτροπὴ ἐμελέτησε πρὸς πληροφορίαν, ὅτι τὰ πράγματα ἔχουν καλῶς.: [315, 971, 608, 1053]
- section-headline: ΜΕΓΑΛΗ ΠΥΡΚΑΪΑ ΕΝ ΠΑΤΡΑΙΣ: [1149, 451, 1371, 487]
- section-divider: [8, 1282, 301, 1284]
- column-rule: [1141, 120, 1142, 2304]
- section-headline: ΤΑΧΥΔΡΟΜΕΙΟΝ ΑΘΗΝΩΝ: [346, 1209, 578, 1229]
- section-divider: [904, 1355, 1117, 1356]
- article-paragraph: Ἐπίσης παρασκευάζει θαυμάσια σιρόπια, λικέρ καὶ κονιάκ καὶ τὸ γνήσιον ἐλατήριον καὶ νέα ποτὰ ὑπὸ σύγχρονον μέθοδον ἀπαραμίλλων γεύσεων.: [886, 425, 1135, 508]
- article-paragraph: Οἱ ὑποψήφιοι πρὸς εἰσαγωγὴν εἰς τὴν Σχολὴν ἀποδεδειγμένως ὑποβάλλωσιν αἰτήσεις, ἐν αἷς θὰ ἀναγράφωσιν πρῶτα σκηνὰς δραματικὰς ἐν τῇ ἀκροάσει ἐπιτροπῆς, ἐπὶ τῇ ὑποδείξει τοῦ διευθυντοῦ.: [8, 2005, 301, 2087]
- byline: (Ἰδιαίτερον τηλεγράφημα τοῦ «Ἐμπρός»): [1172, 1068, 1348, 1098]
- article-paragraph: Διὰ τοῦτο ζητοῦμεν νὰ ἐξεταστῇ πρῶτον τὸ Βρεφοκομεῖον καὶ ὕστερον τὸ ἔργον ἐκάστου ἰατροῦ.: [315, 1124, 608, 1173]
- section-divider: [1385, 460, 1590, 462]
- news-lead: Ἐξηγάνθη: [708, 329, 786, 346]
- article-paragraph: Ὁ κ. Δάμψας ἀνακοινεῖ ἐπίσης τῷ τοῦ Διευθυντοῦ τῆς Τραπέζης Ἀθηνῶν πρὸς αὐτὸν, δι' ἧς παραιτεῖται καὶ τῶν συμβολαιογραφικῶν τελῶν ἐκ 40,000 δραχμῶν, προσθέτων ὅτι αὐτὴν τοῦτο συμφώνως πρὸς τὴν ἀπόφασιν ταύτην τῆς Τραπέζης τούτης γνώμην. Καὶ τοῦ κ. Παπαγεωργίου μεταβάλλοντος τότε γνώμην.: [8, 870, 301, 1001]
- article-paragraph: ἀπὸ τῆς προχθὲς ἡ δεκαπενθήμερος ὑπερέντυπος Σοφία Διακέτη ὑπηρετοῦσα εἰς τὴν οἰκίαν τοῦ μηχανικοῦ Στρατηγοπούλου ἐν Πειραιεῖ. Τὰ ἐσωτερικὰ ὄντα ἐπέμεινε διὰ τὴν οἰκίαν τὸν ἀστυνομικὸν σταθμὸν ὅστις ἐπέδωκεν ἐξήγησιν.: [622, 350, 872, 465]
- article-paragraph: ΠΕΥΚΑΚΙΑ. «Ἡ Λύρα» ὁ κ. Λεμπέσης καὶ «Τὰ Καππαδοκικά».: [622, 1698, 872, 1731]
- article-paragraph: Ἀφίκετο ὁ Βάλον εἰς τὴν πατρίδα του ἐκ Μασσαλίας ὁ κ. Κωνσταντίνος Ράλλης.: [622, 1910, 872, 1959]
- section-headline: ΑΠΟ ΤΑ ΘΕΑΤΡΑ: [622, 1253, 872, 1278]
- article-paragraph: Ὅταν ἐπρόκειτο νὰ γείνῃ ἐκλογὴ τοῦ προεδρείου Ἀδελφάτου, ἡ ἐκτέλεσις ἀπέτυχεν ἕνεκα τῶν κινδυνευόντων μελῶν, δὲν ἔκρινε ὑπὲρ τούτου, ἀλλ' ὑπὲρ ἄλλου τινὸς ἀνακτῶν.: [315, 734, 608, 799]
- article-paragraph: ὑπὸ τῆς ἁρμοδίας ἐπιτροπῆς τῶν Ἑλληνοδικῶν τῆς ἐν Χανίοις Διεθνοῦς ἀμείψεως εἰς ἔν παρ' ἀμφοτέροις ἐπιμνήσθησαν.: [622, 626, 872, 692]
- notice-relation: Ἡ σύζυγος: [1455, 691, 1519, 706]
- post-schedule-line: Διὰ Κόν)πολιν (Λοϋδ) 4 μ.μ.: [325, 1397, 490, 1412]
